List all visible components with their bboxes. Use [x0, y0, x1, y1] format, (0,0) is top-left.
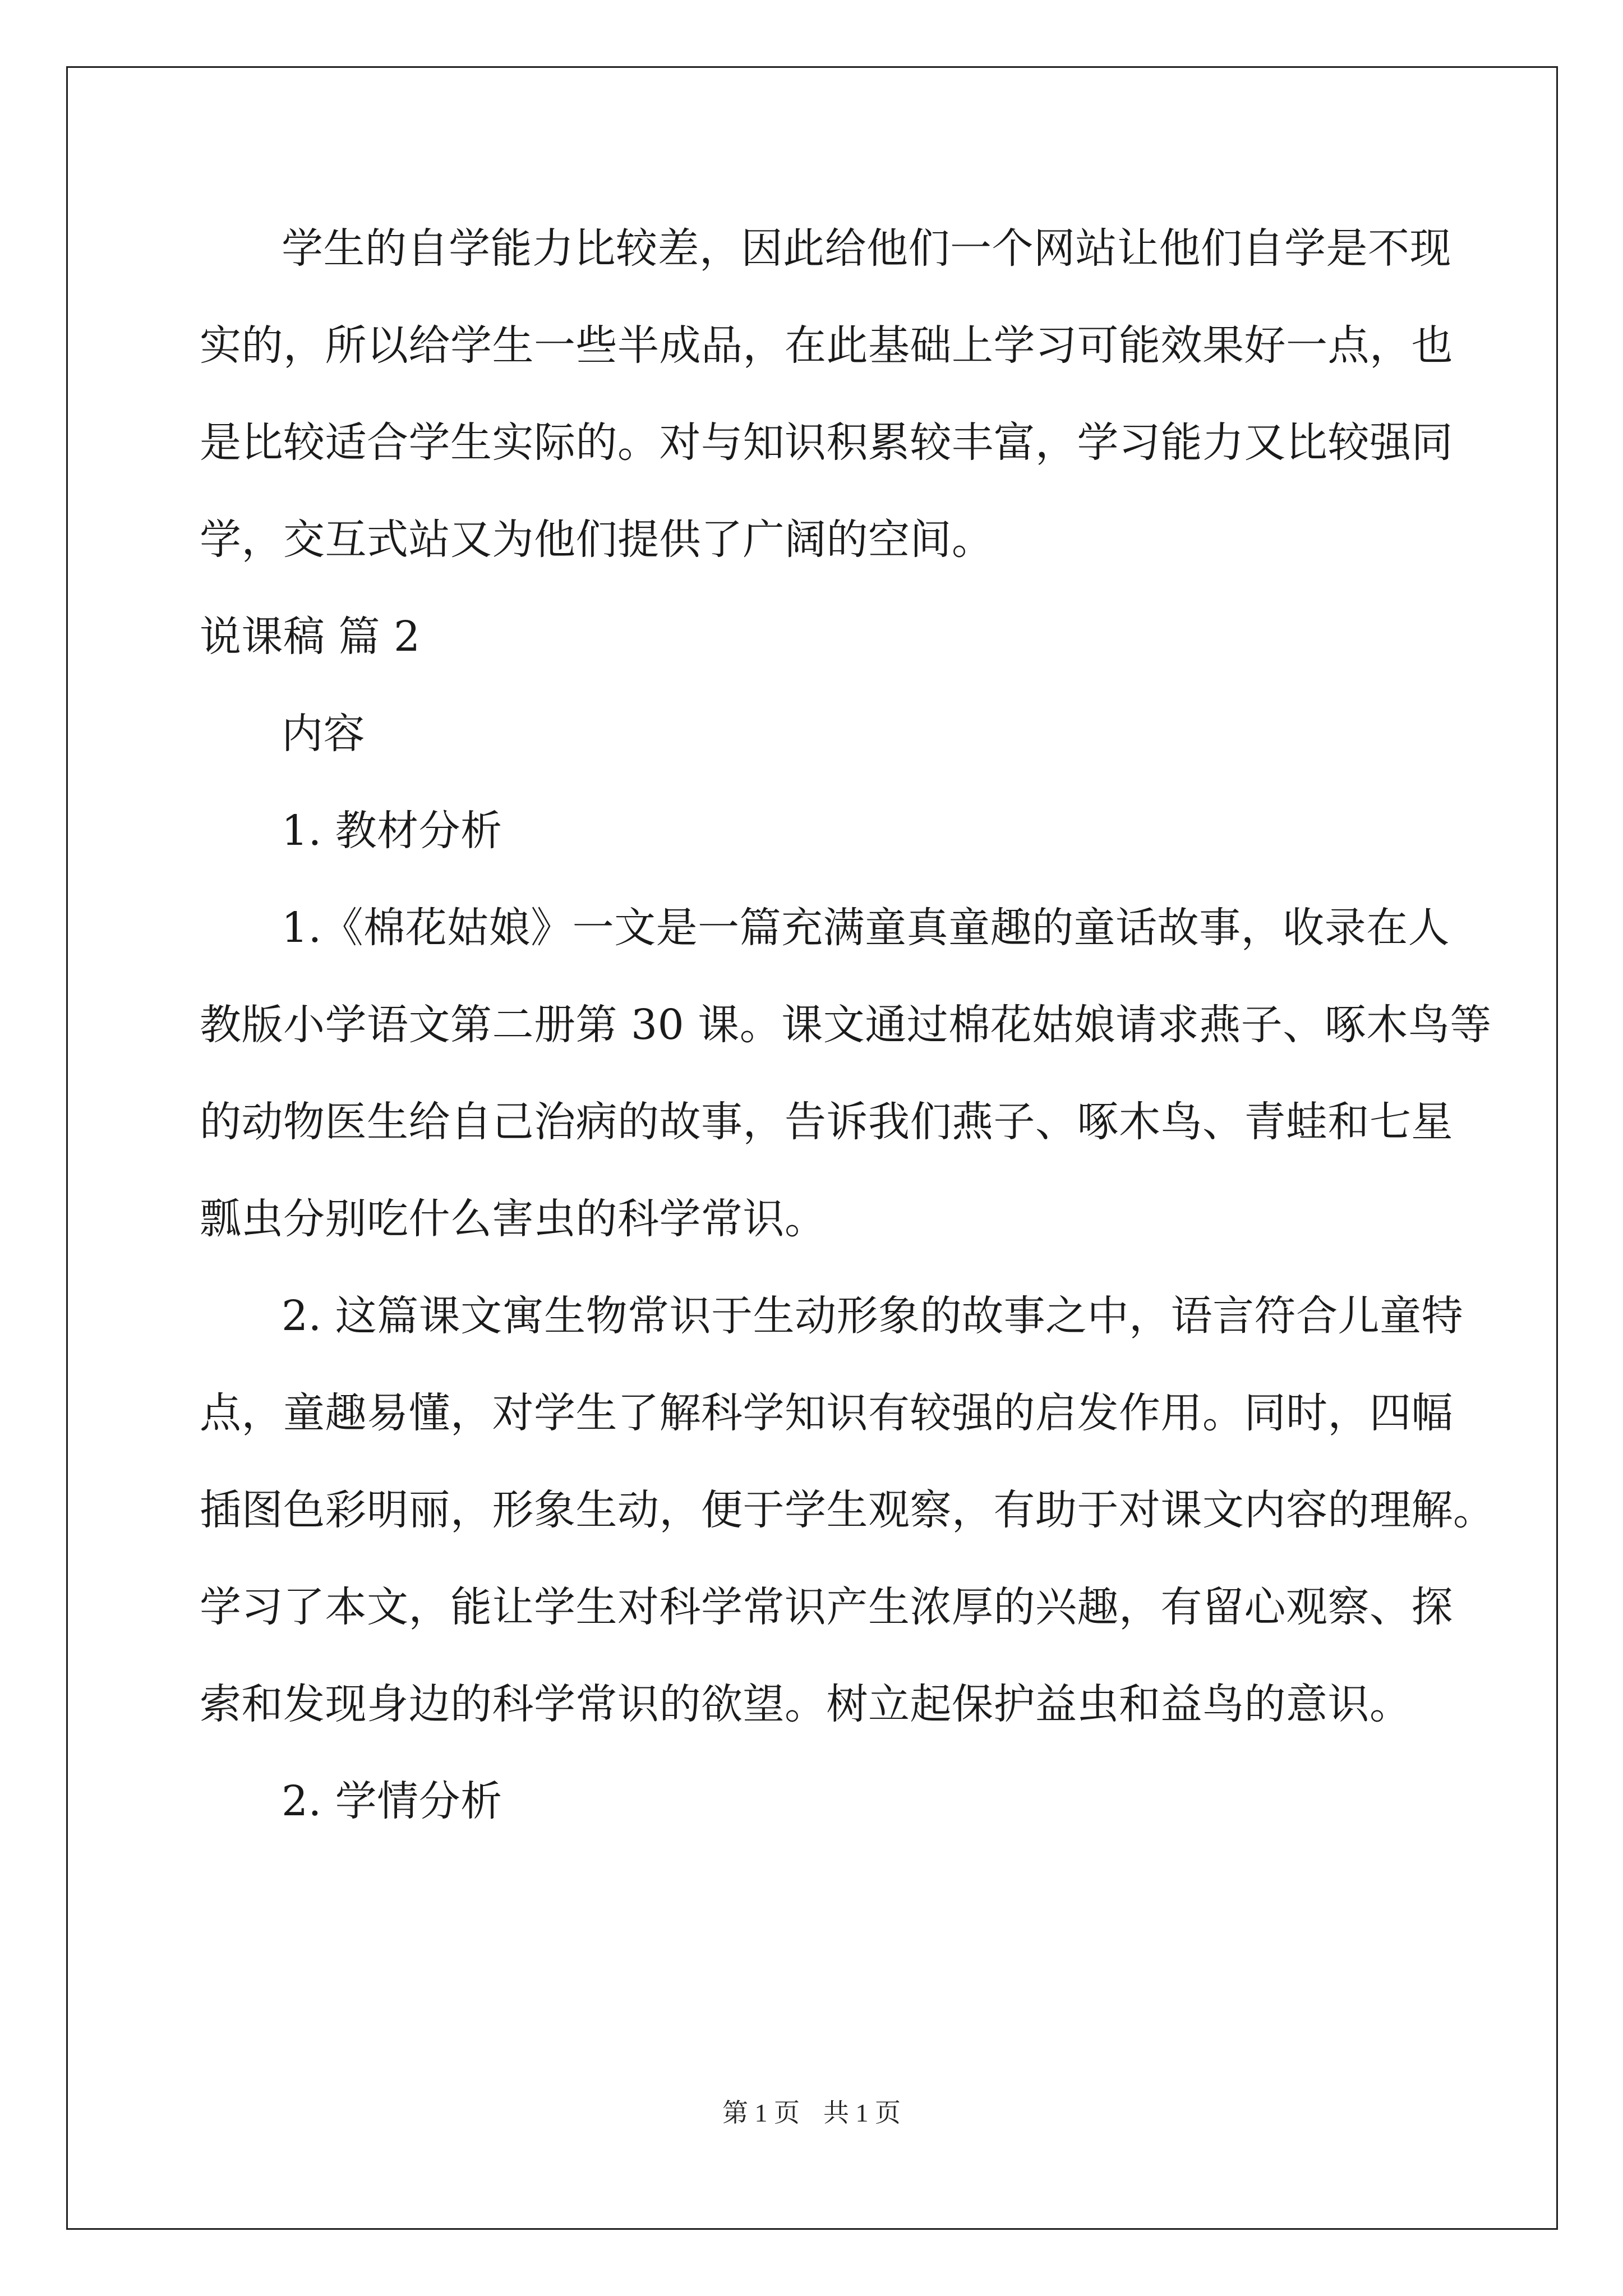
item-1-heading: 1. 教材分析 [282, 807, 502, 855]
page-number: 第 1 页 [722, 2099, 800, 2127]
paragraph-1-line-2: 实的，所以给学生一些半成品，在此基础上学习可能效果好一点，也 [200, 321, 1453, 370]
paragraph-3-line-3: 插图色彩明丽，形象生动，便于学生观察，有助于对课文内容的理解。 [200, 1486, 1495, 1534]
paragraph-3-line-5: 索和发现身边的科学常识的欲望。树立起保护益虫和益鸟的意识。 [200, 1680, 1412, 1728]
page-total: 共 1 页 [823, 2099, 901, 2127]
paragraph-2-line-1: 1.《棉花姑娘》一文是一篇充满童真童趣的童话故事，收录在人 [282, 904, 1450, 952]
paragraph-3-line-4: 学习了本文，能让学生对科学常识产生浓厚的兴趣，有留心观察、探 [200, 1583, 1453, 1631]
content-subheading: 内容 [282, 710, 365, 758]
paragraph-3-line-2: 点，童趣易懂，对学生了解科学知识有较强的启发作用。同时，四幅 [200, 1389, 1453, 1437]
paragraph-2-line-4: 瓢虫分别吃什么害虫的科学常识。 [200, 1195, 827, 1243]
item-2-heading: 2. 学情分析 [282, 1777, 502, 1825]
paragraph-1-line-4: 学，交互式站又为他们提供了广阔的空间。 [200, 516, 994, 564]
paragraph-2-line-3: 的动物医生给自己治病的故事，告诉我们燕子、啄木鸟、青蛙和七星 [200, 1098, 1453, 1146]
section-heading: 说课稿 篇 2 [200, 613, 421, 661]
paragraph-3-line-1: 2. 这篇课文寓生物常识于生动形象的故事之中，语言符合儿童特 [282, 1292, 1464, 1340]
paragraph-1-line-3: 是比较适合学生实际的。对与知识积累较丰富，学习能力又比较强同 [200, 418, 1453, 467]
paragraph-1-line-1: 学生的自学能力比较差，因此给他们一个网站让他们自学是不现 [282, 224, 1451, 273]
paragraph-2-line-2: 教版小学语文第二册第 30 课。课文通过棉花姑娘请求燕子、啄木鸟等 [200, 1001, 1492, 1049]
page-footer [0, 2096, 1623, 2130]
